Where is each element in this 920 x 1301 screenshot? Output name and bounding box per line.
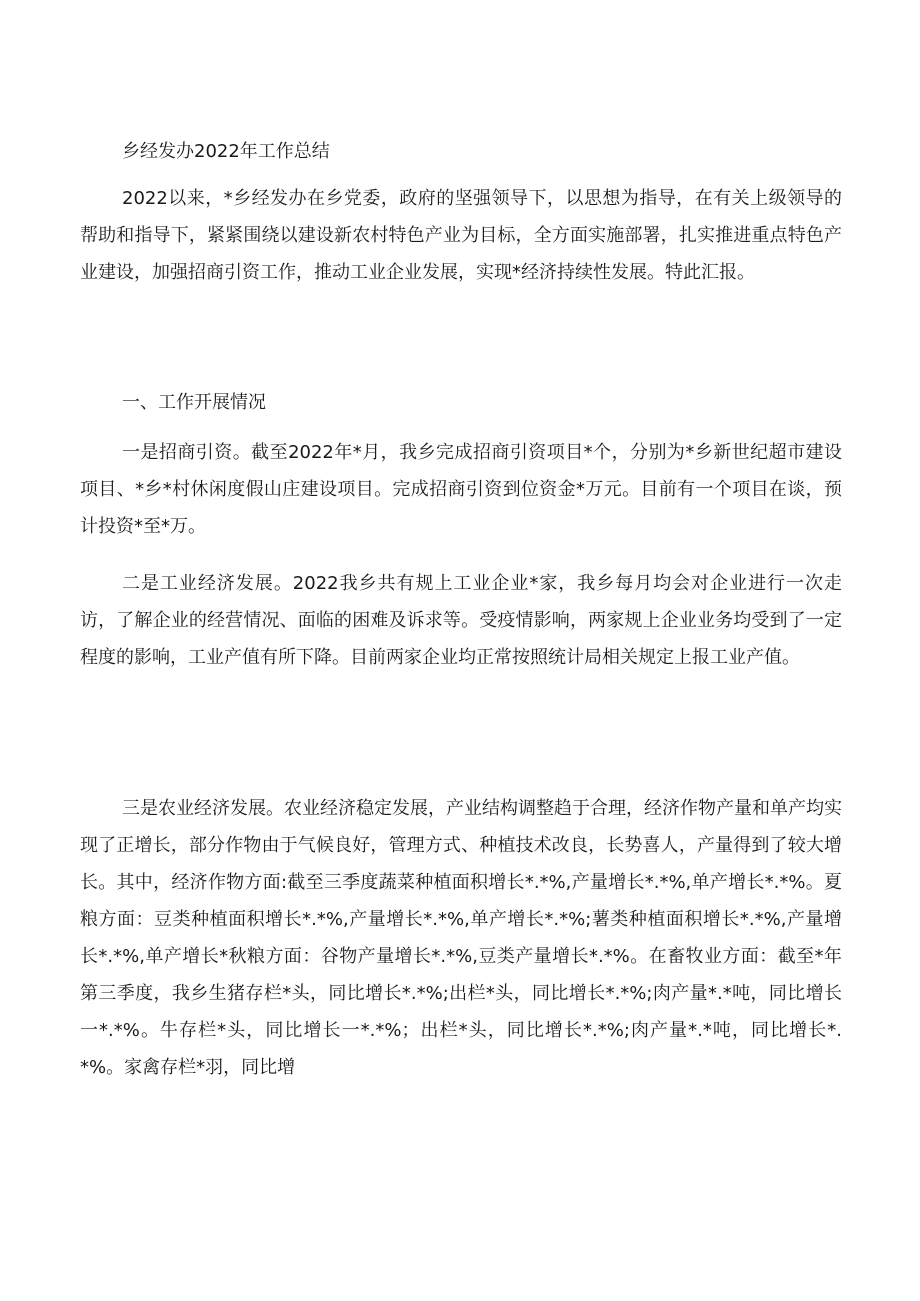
document-title: 乡经发办2022年工作总结 [122,141,330,162]
section-heading: 一、工作开展情况 [122,392,266,413]
paragraph-investment: 一是招商引资。截至2022年*月，我乡完成招商引资项目*个，分别为*乡新世纪超市建设项目、*乡*村休闲度假山庄建设项目。完成招商引资到位资金*万元。目前有一个项目在谈，预计投资*至*万。 [80,442,842,537]
intro-paragraph: 2022以来，*乡经发办在乡党委，政府的坚强领导下，以思想为指导，在有关上级领导的帮助和指导下，紧紧围绕以建设新农村特色产业为目标，全方面实施部署，扎实推进重点特色产业建设，加强招商引资工作，推动工业企业发展，实现*经济持续性发展。特此汇报。 [80,188,842,283]
paragraph-agricultural-economy: 三是农业经济发展。农业经济稳定发展，产业结构调整趋于合理，经济作物产量和单产均实现了正增长，部分作物由于气候良好，管理方式、种植技术改良，长势喜人，产量得到了较大增长。其中，经济作物方面:截至三季度蔬菜种植面积增长*.*%,产量增长*.*%,单产增长*.*%。夏粮方面：豆类种植面积增长*.*%,产量增长*.*%,单产增长*.*%;薯类种植面积增长*.*%,产量增长*.*%,单产增长*秋粮方面：谷物产量增长*.*%,豆类产量增长*.*%。在畜牧业方面：截至*年第三季度，我乡生猪存栏*头，同比增长*.*%;出栏*头，同比增长*.*%;肉产量*.*吨，同比增长一*.*%。牛存栏*头，同比增长一*.*%；出栏*头，同比增长*.*%;肉产量*.*吨，同比增长*.*%。家禽存栏*羽，同比增 [80,798,842,1078]
paragraph-industrial-economy: 二是工业经济发展。2022我乡共有规上工业企业*家，我乡每月均会对企业进行一次走访，了解企业的经营情况、面临的困难及诉求等。受疫情影响，两家规上企业业务均受到了一定程度的影响，工业产值有所下降。目前两家企业均正常按照统计局相关规定上报工业产值。 [80,573,842,668]
